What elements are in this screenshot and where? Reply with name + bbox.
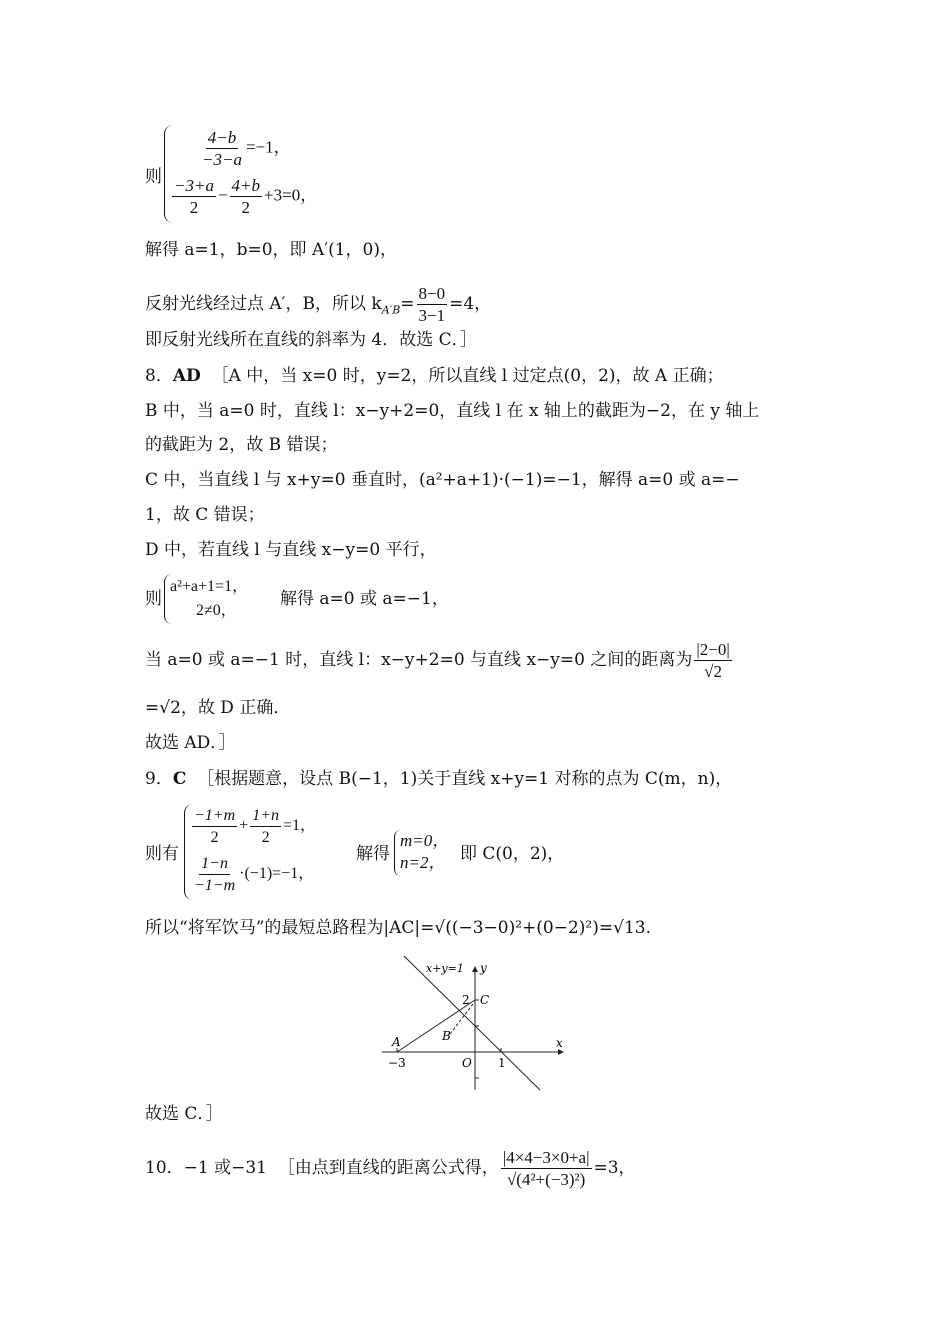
q8-line-5: 1，故 C 错误； [145,505,265,525]
system-prefix: 则有 [145,844,179,864]
system-prefix: 则 [145,167,162,187]
label-o: O [462,1056,472,1070]
y-label: y [480,961,487,975]
q8-line-3: 的截距为 2，故 B 错误； [145,435,338,455]
q8-line-6: D 中，若直线 l 与直线 x−y=0 平行， [145,540,437,560]
fraction-numerator: −1+m [192,806,237,827]
label-a: A [392,1035,401,1049]
system-prefix: 则 [145,589,162,609]
fraction-denominator: 2 [189,198,199,217]
system-row-2: 2≠0， [196,602,237,619]
label-b: B [442,1029,451,1043]
system-row-2 [190,854,314,895]
q10-text: ［由点到直线的距离公式得， [277,1158,499,1178]
equation-rest: ·(−1)=−1， [239,865,315,883]
line-label: x+y=1 [426,962,464,975]
question-number: 8． [145,366,173,386]
fraction-denominator: 2 [241,198,251,217]
system-solution: 解得 a=0 或 a=−1， [280,589,449,609]
reflect-line [145,284,491,325]
q8-text-1: ［A 中，当 x=0 时，y=2，所以直线 l 过定点(0，2)，故 A 正确； [211,366,724,386]
figure-svg [380,954,570,1094]
system-row-1 [198,128,291,169]
equation-rest: +3=0， [264,185,318,205]
solution-row-1: m=0， [400,831,450,850]
fraction-numerator: |4×4−3×0+a| [502,1148,590,1167]
fraction-denominator: 2 [261,829,270,846]
q9-line-1 [145,767,732,791]
minus-sign: − [217,185,228,205]
fraction-numerator: −3+a [174,176,214,195]
plus-sign: + [239,817,249,835]
fraction-numerator: 1−n [199,854,230,875]
q8-text-7: 当 a=0 或 a=−1 时，直线 l：x−y+2=0 与直线 x−y=0 之间的距离为 [145,650,693,670]
q8-line-7 [145,636,734,684]
coordinate-figure [380,954,570,1099]
fraction-denominator: 2 [210,829,219,846]
reflect-result: =4， [449,294,492,314]
fraction-denominator: 3−1 [418,306,446,325]
solution-result: 即 C(0，2)， [460,844,565,864]
x-label: x [556,1036,563,1050]
q8-line-2: B 中，当 a=0 时，直线 l：x−y+2=0，直线 l 在 x 轴上的截距为−2，在 y 轴上 [145,401,760,421]
label-2: 2 [462,993,470,1007]
answer-label: −1 或−31 [183,1158,267,1178]
fraction-denominator: √(4²+(−3)²) [506,1170,586,1189]
q8-line-1 [145,364,724,388]
answer-label: C [172,769,187,789]
fraction-numerator: 4−b [207,128,237,147]
q10-result: =3， [593,1158,636,1178]
y-axis-arrow [472,966,478,972]
label-neg3: −3 [388,1056,406,1070]
slope-line: 即反射光线所在直线的斜率为 4．故选 C．］ [145,330,478,350]
reflect-text: 反射光线经过点 A′，B，所以 k [145,294,382,314]
solve-line: 解得 a=1，b=0，即 A′(1，0)， [145,240,397,260]
line-x-plus-y-eq-1 [404,956,540,1090]
q9-conclude: 故选 C．］ [145,1104,223,1124]
fraction-numerator: |2−0| [696,640,730,659]
fraction-numerator: 8−0 [418,284,446,303]
equals-sign: = [400,294,415,314]
segment-ac [397,1000,475,1052]
q8-line-8: =√2，故 D 正确． [145,698,291,718]
fraction-denominator: −3−a [202,150,242,169]
fraction-numerator: 4+b [231,176,261,195]
q10-line-1 [145,1140,636,1196]
slope-subscript: A′B [381,303,401,317]
fraction-numerator: 1+n [250,806,281,827]
answer-label: AD [172,366,201,386]
equation-rest: =−1， [245,137,291,157]
fraction-denominator: √2 [704,662,722,681]
question-number: 10． [145,1158,184,1178]
solve-prefix: 解得 [356,844,390,864]
label-c: C [480,993,490,1007]
q8-line-9: 故选 AD．］ [145,733,236,753]
q9-path-line: 所以“将军饮马”的最短总路程为|AC|=√((−3−0)²+(0−2)²)=√13. [145,918,651,938]
label-1: 1 [498,1056,506,1070]
system-row-2 [170,176,317,217]
q8-line-4: C 中，当直线 l 与 x+y=0 垂直时，(a²+a+1)·(−1)=−1，解得 a=0 或 a=− [145,470,740,490]
system-row-1 [190,806,316,847]
q9-text-1: ［根据题意，设点 B(−1，1)关于直线 x+y=1 对称的点为 C(m，n)， [197,769,733,789]
equation-rest: =1， [282,817,317,835]
system-row-1: a²+a+1=1， [170,578,249,595]
solution-row-2: n=2， [400,853,446,872]
question-number: 9． [145,769,173,789]
fraction-denominator: −1−m [194,877,236,894]
